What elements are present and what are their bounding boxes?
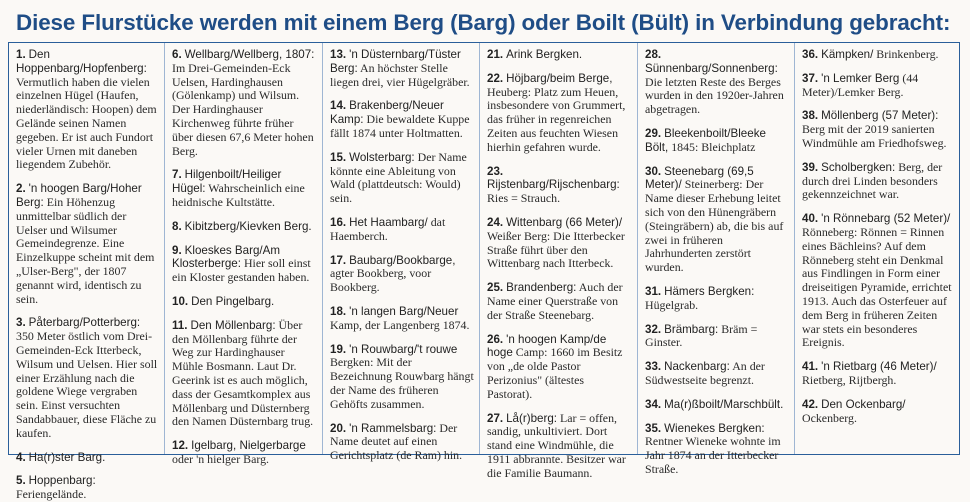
column-4 (480, 43, 638, 480)
entry-heading: 'n hoogen Kamp/de hoge (487, 332, 607, 360)
entry-heading: Hilgenboilt/Heiliger Hügel: (172, 168, 282, 196)
column-3 (323, 43, 480, 463)
list-item (487, 281, 632, 322)
entry-heading: Wolsterbarg: (349, 150, 415, 164)
list-item (330, 48, 474, 89)
entry-number: 13. (330, 48, 347, 61)
entry-heading: Bleekenboilt/Bleeke Bölt, (645, 126, 766, 154)
entry-text: Der Name deutet auf einen Gerichtsplatz (de Ram) hin. (330, 420, 463, 463)
entry-text: (44 Meter)/Lemker Berg. (802, 70, 919, 99)
entry-text: Der Name könnte eine Ableitung von Wald (plattdeutsch: Would) sein. (330, 149, 467, 206)
entry-number: 25. (487, 281, 504, 295)
entry-text: Ries = Strauch. (487, 191, 561, 206)
entries-columns (9, 43, 959, 502)
list-item (645, 285, 789, 313)
entry-number: 32. (645, 322, 662, 336)
entry-text: 350 Meter östlich vom Drei-Gemeinden-Eck Itterbeck, Wilsum und Uelsen. Hier soll einer Erzählung nach die goldene Wiege vergraben sein. Einst versuchten Sandabbauer, diese Fläche zu kaufen. (16, 329, 158, 440)
list-item (330, 305, 474, 333)
entry-text: oder 'n hielger Barg. (172, 451, 270, 466)
entry-text: dat Haemberch. (330, 214, 446, 243)
list-item (802, 48, 954, 62)
list-item (487, 412, 632, 481)
list-item (172, 220, 317, 234)
entry-text: Rietberg, Rijtbergh. (802, 372, 897, 387)
list-item (330, 254, 474, 295)
entry-heading: Hoppenbarg: (28, 474, 96, 488)
entry-text: Brinkenberg. (876, 47, 939, 61)
entry-heading: Kloeskes Barg/Am Klosterberge: (172, 243, 281, 271)
entry-text: Wahrscheinlich eine heidnische Kultstätte. (172, 181, 305, 209)
list-item (645, 127, 789, 155)
entry-number: 29. (645, 126, 662, 140)
entry-number: 16. (330, 215, 347, 229)
entry-number: 24. (487, 215, 504, 229)
entry-heading: Brakenberg/Neuer Kamp: (330, 99, 444, 127)
entry-text: Auch der Name einer Querstraße von der Straße Steenebarg. (487, 280, 623, 322)
list-item (172, 319, 317, 429)
entry-text: Im Drei-Gemeinden-Eck Uelsen, Hardinghausen (Gölenkamp) und Wilsum. Der Hardinghauser Kirchenweg führte früher über diesen 67,6 Meter hohen Berg. (172, 60, 314, 158)
entry-number: 3. (16, 316, 26, 330)
entry-heading: 'n Düsternbarg/Tüster Berg: (330, 48, 461, 75)
entry-heading: Möllenberg (57 Meter): (821, 109, 939, 123)
entry-text: Vermutlich haben die vielen einzelnen Hügel (Haufen, niederländisch: Hoopen) dem Gelände seinen Namen gegeben. Er ist auch Fundort vieler Urnen mit daneben liegendem Zubehör. (16, 74, 157, 172)
entries-box (8, 42, 960, 502)
entry-text: Ein Höhenzug unmittelbar südlich der Uelser und Wilsumer Gemeindegrenze. Eine Einzelkuppe scheint mit dem „Ulser-Berg", der 1807 genannt wird, identisch zu sein. (16, 194, 155, 306)
entry-number: 11. (172, 318, 188, 332)
entry-heading: Ma(r)ßboilt/Marschbült. (664, 397, 784, 411)
entry-heading: Brandenberg: (506, 281, 577, 295)
column-6 (795, 43, 959, 454)
entry-text: An höchster Stelle liegen drei, vier Hügelgräber. (330, 60, 470, 89)
entry-heading: Het Haambarg/ (349, 215, 428, 229)
list-item (802, 212, 954, 350)
list-item (645, 398, 789, 412)
entry-text: Hier soll einst ein Kloster gestanden haben. (172, 256, 311, 285)
list-item (645, 422, 789, 477)
entry-number: 15. (330, 150, 347, 164)
list-item (330, 343, 474, 412)
list-item (330, 216, 474, 244)
list-item (172, 48, 317, 158)
list-item (16, 474, 159, 502)
entry-number: 33. (645, 360, 662, 374)
list-item (487, 48, 632, 62)
list-item (330, 99, 474, 140)
entry-number: 7. (172, 168, 182, 182)
entry-number: 35. (645, 421, 662, 435)
entry-heading: Igelbarg, Nielgerbarge (191, 439, 306, 453)
entry-text: Weißer Berg: Die Itterbecker Straße führt über den Wittenbarg nach Itterbeck. (487, 228, 625, 271)
entry-number: 10. (172, 294, 189, 308)
entry-text: Berg, der durch drei Linden besonders gekennzeichnet war. (802, 159, 943, 202)
entry-heading: Brämbarg: (664, 322, 719, 336)
column-1 (9, 43, 165, 502)
entry-text: agter Bookberg, voor Bookberg. (330, 266, 432, 295)
entry-heading: Den Pingelbarg. (191, 294, 275, 308)
entry-number: 22. (487, 71, 504, 85)
entry-number: 21. (487, 48, 504, 61)
entry-text: Camp: 1660 im Besitz von „de olde Pastor Perizonius" (ältestes Pastorat). (487, 345, 623, 401)
entry-number: 38. (802, 109, 819, 123)
entry-number: 8. (172, 219, 182, 233)
entry-number: 42. (802, 397, 819, 411)
entry-number: 1. (16, 48, 26, 61)
entry-text: An der Südwestseite begrenzt. (645, 359, 765, 387)
entry-heading: 'n Rietbarg (46 Meter)/ (821, 360, 937, 374)
entry-number: 9. (172, 243, 182, 257)
entry-heading: Baubarg/Bookbarge, (349, 253, 456, 267)
list-item (330, 151, 474, 206)
entry-heading: Wittenbarg (66 Meter)/ (506, 215, 623, 229)
entry-number: 4. (16, 450, 26, 464)
list-item (172, 439, 317, 467)
entry-heading: Höjbarg/beim Berge, (506, 71, 613, 85)
entry-number: 5. (16, 474, 26, 488)
entry-number: 17. (330, 253, 347, 267)
entry-text: Steinerberg: Der Name dieser Erhebung leitet sich von den Hünengräbern (Steingräbern) ab, die bis auf zwei in früheren Jahrhunderten zerstört wurden. (645, 177, 784, 275)
entry-text: Kamp, der Langenberg 1874. (330, 317, 470, 332)
entry-number: 23. (487, 164, 504, 178)
list-item (487, 216, 632, 271)
entry-heading: 'n Rouwbarg/'t rouwe (349, 342, 458, 356)
list-item (172, 244, 317, 285)
entry-text: Ockenberg. (802, 410, 857, 425)
entry-number: 26. (487, 332, 504, 346)
list-item (16, 316, 159, 440)
list-item (802, 161, 954, 202)
list-item (172, 295, 317, 309)
entry-number: 31. (645, 284, 662, 298)
entry-heading: 'n langen Barg/Neuer (349, 304, 459, 318)
entry-number: 2. (16, 182, 26, 196)
entry-text: Bergken: Mit der Bezeichnung Rouwbarg hängt der Name des früheren Gehöfts zusammen. (330, 355, 474, 411)
entry-text: Berg mit der 2019 sanierten Windmühle am Friedhofsweg. (802, 122, 947, 150)
entry-number: 18. (330, 304, 347, 318)
column-2 (165, 43, 323, 466)
entry-number: 30. (645, 164, 662, 178)
entry-heading: Den Möllenbarg: (190, 318, 276, 332)
list-item (16, 48, 159, 172)
entry-heading: 'n hoogen Barg/Hoher Berg: (16, 182, 142, 209)
entry-text: Feriengelände. (16, 487, 87, 502)
list-item (645, 323, 789, 351)
entry-heading: Ha(r)ster Barg. (28, 450, 106, 464)
entry-number: 36. (802, 48, 819, 61)
entry-text: Hügelgrab. (645, 297, 699, 312)
entry-heading: Wienekes Bergken: (664, 421, 765, 435)
entry-number: 34. (645, 397, 662, 411)
page-title: Diese Flurstücke werden mit einem Berg (Barg) oder Boilt (Bült) in Verbindung gebracht: (16, 10, 951, 35)
entry-number: 41. (802, 360, 819, 374)
list-item (487, 165, 632, 206)
entry-text: Heuberg: Platz zum Heuen, insbesondere von Grummert, das früher in regenreichen Zeiten aus feuchten Wiesen hierhin gefahren wurde. (487, 84, 626, 154)
entry-number: 19. (330, 342, 347, 356)
list-item (487, 333, 632, 402)
entry-number: 28. (645, 48, 662, 61)
entry-text: Die bewaldete Kuppe fällt 1874 unter Holtmatten. (330, 112, 470, 140)
entry-number: 12. (172, 439, 189, 453)
entry-heading: Kibitzberg/Kievken Berg. (184, 219, 312, 233)
entry-heading: 'n Rammelsbarg: (349, 421, 437, 435)
entry-heading: 'n Lemker Berg (821, 71, 900, 85)
entry-text: 1845: Bleichplatz (671, 139, 756, 154)
entry-text: Die letzten Reste des Berges wurden in den 1920er-Jahren abgetragen. (645, 74, 784, 117)
list-item (645, 165, 789, 275)
entry-text: Rentner Wieneke wohnte im Jahr 1874 an der Itterbecker Straße. (645, 434, 781, 476)
entry-text: Über den Möllenbarg führte der Weg zur Hardinghauser Mühle Bosmann. Laut Dr. Geerink ist es auch möglich, dass der Gesamtkomplex aus Möllenbarg und Düsternberg den Namen Düsternbarg trug. (172, 317, 314, 429)
entry-heading: Scholbergken: (821, 160, 896, 174)
list-item (330, 422, 474, 463)
entry-heading: Den Ockenbarg/ (821, 397, 906, 411)
list-item (802, 109, 954, 150)
list-item (802, 360, 954, 388)
entry-text: Bräm = Ginster. (645, 321, 758, 350)
entry-number: 27. (487, 411, 504, 425)
list-item (802, 72, 954, 100)
entry-heading: Hämers Bergken: (664, 284, 755, 298)
list-item (16, 182, 159, 306)
entry-number: 20. (330, 421, 347, 435)
list-item (16, 451, 159, 465)
column-5 (638, 43, 795, 476)
entry-heading: 'n Rönnebarg (52 Meter)/ (821, 212, 951, 226)
list-item (172, 168, 317, 209)
entry-heading: Steenebarg (69,5 Meter)/ (645, 164, 754, 192)
entry-number: 37. (802, 71, 819, 85)
entry-text: Rönneberg: Rönnen = Rinnen eines Bächleins? Auf dem Rönneberg steht ein Denkmal aus Findlingen in Form einer dreiseitigen Pyramide, errichtet 1913. Auch das Osterfeuer auf dem Berg in früheren Zeiten war stets ein besonderes Ereignis. (802, 224, 952, 350)
entry-number: 14. (330, 99, 347, 113)
entry-number: 40. (802, 212, 819, 226)
entry-heading: Kämpken/ (821, 48, 874, 61)
entry-number: 39. (802, 160, 819, 174)
entry-heading: Påterbarg/Potterberg: (28, 316, 141, 330)
entry-heading: Nackenbarg: (664, 360, 730, 374)
entry-heading: Rijstenbarg/Rijschenbarg: (487, 178, 620, 192)
entry-number: 6. (172, 48, 182, 61)
list-item (645, 360, 789, 388)
entry-text: Lar = offen, sandig, unkultiviert. Dort stand eine Windmühle, die 1911 abbrannte. Besitzer war die Familie Baumann. (487, 410, 626, 480)
entry-heading: Sünnenbarg/Sonnenberg: (645, 61, 778, 75)
list-item (645, 48, 789, 117)
entry-heading: Den Hoppenbarg/Hopfenberg: (16, 48, 147, 75)
entry-heading: Arink Bergken. (506, 48, 583, 61)
list-item (487, 72, 632, 155)
entry-heading: Wellbarg/Wellberg, 1807: (184, 48, 315, 61)
list-item (802, 398, 954, 426)
entry-heading: Lå(r)berg: (506, 411, 558, 425)
